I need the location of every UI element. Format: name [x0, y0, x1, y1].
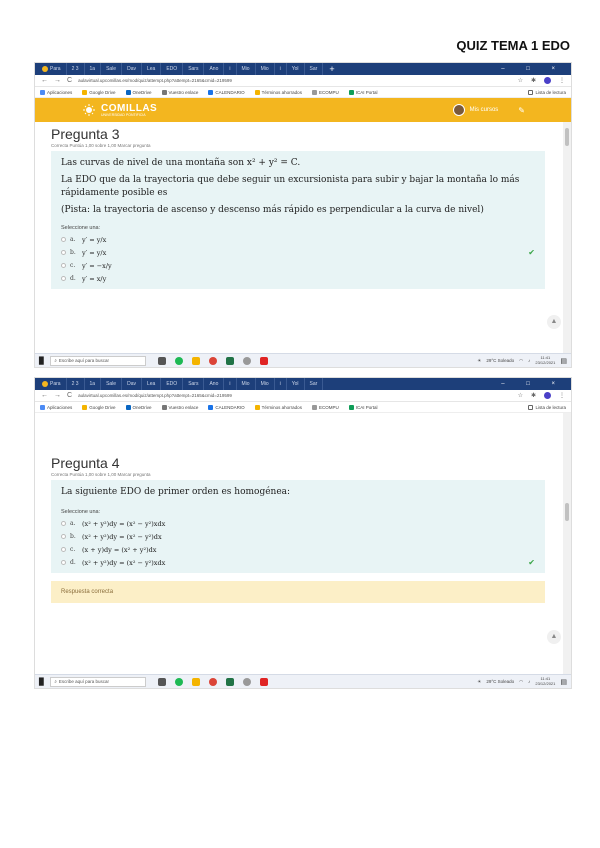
browser-tab[interactable]: 2 3	[67, 378, 85, 390]
answer-option-c[interactable]: c. y′ = −x/y	[61, 259, 535, 272]
link-icon	[162, 405, 167, 410]
bookmark-item[interactable]: ECOMPU	[312, 405, 339, 410]
reload-icon[interactable]: C	[67, 77, 73, 84]
question-meta: Correcta Puntúa 1,00 sobre 1,00 Marcar pregunta	[51, 143, 151, 148]
answer-option-d[interactable]: d. y′ = x/y	[61, 272, 535, 285]
bookmark-item[interactable]: OneDrive	[126, 90, 152, 95]
url-field[interactable]: aulavirtual.upcomillas.es/mod/quiz/attempt.php?attempt=2165&cmid=219599	[78, 393, 232, 398]
clock[interactable]: 11:41 23/12/2021	[535, 676, 556, 686]
settings-gear-icon[interactable]	[243, 678, 251, 686]
system-tray: ☀ 29°C Soleado ◠ ♪ 11:41 23/12/2021 ▤	[477, 355, 567, 365]
bookmark-item[interactable]: Google Drive	[82, 90, 115, 95]
select-one-label: Seleccione una:	[61, 509, 101, 515]
correct-check-icon: ✔	[528, 248, 535, 257]
forward-icon[interactable]: →	[54, 77, 61, 84]
question-box	[51, 480, 545, 573]
scroll-to-top-button[interactable]: ▲	[547, 630, 561, 644]
answer-option-d[interactable]: d. (x² + y²)dy = (x² − y²)xdx ✔	[61, 556, 535, 569]
browser-tab[interactable]: Yol	[287, 378, 305, 390]
notifications-icon[interactable]: ▤	[560, 357, 567, 365]
reading-list-icon	[528, 405, 533, 410]
link-icon	[162, 90, 167, 95]
bookmark-icon	[255, 90, 260, 95]
drive-icon	[82, 405, 87, 410]
volume-icon[interactable]: ♪	[528, 679, 531, 684]
forward-icon[interactable]: →	[54, 392, 61, 399]
browser-tab[interactable]: 1a	[85, 63, 102, 75]
browser-tab[interactable]: i	[275, 63, 287, 75]
url-field[interactable]: aulavirtual.upcomillas.es/mod/quiz/attempt.php?attempt=2165&cmid=219599	[78, 78, 232, 83]
browser-tab[interactable]: Sars	[183, 378, 204, 390]
moodle-header	[35, 98, 571, 122]
spotify-icon[interactable]	[175, 357, 183, 365]
bookmark-item[interactable]: Términos ahorrados	[255, 90, 302, 95]
browser-tab[interactable]: Ano	[204, 378, 224, 390]
window-controls[interactable]: – □ ×	[501, 381, 565, 387]
calendar-icon	[208, 90, 213, 95]
correct-check-icon: ✔	[528, 558, 535, 567]
apps-icon	[40, 405, 45, 410]
system-tray: ☀ 29°C Soleado ◠ ♪ 11:41 23/12/2021 ▤	[477, 676, 567, 686]
clock[interactable]: 11:41 23/12/2021	[535, 355, 556, 365]
drive-icon	[82, 90, 87, 95]
address-bar	[35, 75, 571, 87]
moodle-favicon-icon	[42, 381, 48, 387]
reload-icon[interactable]: C	[67, 392, 73, 399]
user-menu[interactable]: Mis cursos	[453, 104, 499, 116]
excel-icon[interactable]	[226, 357, 234, 365]
question-text: Las curvas de nivel de una montaña son x² + y² = C.	[61, 158, 301, 168]
browser-tab[interactable]: Para	[37, 63, 67, 75]
question-title: Pregunta 3	[51, 126, 120, 142]
notifications-icon[interactable]: ▤	[560, 678, 567, 686]
answer-option-c[interactable]: c. (x + y)dy = (x² + y²)dx	[61, 543, 535, 556]
spotify-icon[interactable]	[175, 678, 183, 686]
comillas-crest-icon	[81, 104, 97, 116]
address-bar	[35, 390, 571, 402]
file-explorer-icon[interactable]	[192, 678, 200, 686]
bookmark-item[interactable]: Google Drive	[82, 405, 115, 410]
wifi-icon[interactable]: ◠	[519, 357, 524, 363]
document-title: QUIZ TEMA 1 EDO	[456, 38, 570, 53]
browser-tab[interactable]: Mio	[237, 63, 256, 75]
bookmark-icon	[312, 90, 317, 95]
radio-button[interactable]	[61, 547, 66, 552]
browser-tab[interactable]: Sars	[183, 63, 204, 75]
browser-tab[interactable]: EDO	[161, 63, 183, 75]
chrome-icon[interactable]	[209, 678, 217, 686]
browser-tab[interactable]: Dav	[122, 378, 142, 390]
menu-icon[interactable]: ⋮	[559, 393, 565, 399]
browser-tab[interactable]: Para	[37, 378, 67, 390]
reading-list[interactable]: Lista de lectura	[528, 90, 566, 95]
excel-icon[interactable]	[226, 678, 234, 686]
browser-tab[interactable]: Lea	[142, 378, 161, 390]
profile-avatar-icon[interactable]	[544, 77, 551, 84]
question-title: Pregunta 4	[51, 455, 120, 471]
question-content	[35, 126, 571, 289]
reading-list[interactable]: Lista de lectura	[528, 405, 566, 410]
screenshot-question-3	[34, 62, 572, 368]
star-icon[interactable]: ☆	[517, 393, 523, 399]
bookmark-item[interactable]: CALENDARIO	[208, 405, 244, 410]
browser-tab[interactable]: Sale	[101, 63, 122, 75]
bookmark-item[interactable]: ICAI Portal	[349, 405, 378, 410]
browser-tab[interactable]: Mio	[256, 378, 275, 390]
back-icon[interactable]: ←	[41, 392, 48, 399]
edit-icon[interactable]: ✎	[518, 105, 525, 115]
radio-button[interactable]	[61, 521, 66, 526]
acrobat-icon[interactable]	[260, 357, 268, 365]
calendar-icon	[208, 405, 213, 410]
question-box	[51, 151, 545, 289]
browser-tab[interactable]: EDO	[161, 378, 183, 390]
bookmark-item[interactable]: CALENDARIO	[208, 90, 244, 95]
bookmark-item[interactable]: Términos ahorrados	[255, 405, 302, 410]
browser-tab[interactable]: Lea	[142, 63, 161, 75]
bookmark-item[interactable]: ICAI Portal	[349, 90, 378, 95]
onedrive-icon	[126, 405, 131, 410]
bookmark-item[interactable]: OneDrive	[126, 405, 152, 410]
search-icon: ⌕	[54, 358, 57, 363]
question-hint: (Pista: la trayectoria de ascenso y descenso más rápido es perpendicular a la curva de nivel)	[61, 205, 484, 215]
browser-tab[interactable]: Dav	[122, 63, 142, 75]
bookmark-icon	[255, 405, 260, 410]
bookmark-item[interactable]: Aplicaciones	[40, 405, 72, 410]
select-one-label: Seleccione una:	[61, 225, 101, 231]
windows-taskbar	[35, 674, 571, 688]
weather-icon[interactable]: ☀	[477, 678, 482, 684]
question-text: La EDO que da la trayectoria que debe seguir un excursionista para subir y bajar la montaña lo más rápidamente posible es	[61, 175, 520, 198]
radio-button[interactable]	[61, 237, 66, 242]
extensions-icon[interactable]: ✱	[530, 78, 536, 84]
windows-start-icon[interactable]: ▉	[39, 357, 45, 365]
bookmark-item[interactable]: Aplicaciones	[40, 90, 72, 95]
taskbar-search-input[interactable]: ⌕ Escribe aquí para buscar	[50, 356, 146, 366]
apps-icon	[40, 90, 45, 95]
profile-avatar-icon[interactable]	[544, 392, 551, 399]
question-content	[35, 413, 571, 603]
taskbar-search-input[interactable]: ⌕ Escribe aquí para buscar	[50, 677, 146, 687]
question-meta: Correcta Puntúa 1,00 sobre 1,00 Marcar pregunta	[51, 472, 151, 477]
scroll-to-top-button[interactable]: ▲	[547, 315, 561, 329]
feedback-correct: Respuesta correcta	[51, 581, 545, 603]
question-text: La siguiente EDO de primer orden es homogénea:	[61, 487, 291, 497]
answer-option-b[interactable]: b. (x² + y²)dy = (x² − y²)dx	[61, 530, 535, 543]
screenshot-question-4	[34, 377, 572, 689]
browser-tab[interactable]: 2 3	[67, 63, 85, 75]
windows-start-icon[interactable]: ▉	[39, 678, 45, 686]
globe-icon	[349, 405, 354, 410]
windows-taskbar	[35, 353, 571, 367]
task-view-icon[interactable]	[158, 678, 166, 686]
reading-list-icon	[528, 90, 533, 95]
volume-icon[interactable]: ♪	[528, 358, 531, 363]
settings-gear-icon[interactable]	[243, 357, 251, 365]
weather-icon[interactable]: ☀	[477, 357, 482, 363]
answer-option-b[interactable]: b. y′ = y/x ✔	[61, 246, 535, 259]
new-tab-button[interactable]: +	[329, 64, 335, 74]
browser-tab[interactable]: Sar	[305, 378, 324, 390]
browser-tab[interactable]: Ano	[204, 63, 224, 75]
avatar	[453, 104, 465, 116]
bookmark-item[interactable]: Vuestro enlace	[162, 405, 199, 410]
bookmarks-bar	[35, 87, 571, 98]
browser-tab[interactable]: Mio	[237, 378, 256, 390]
browser-tab[interactable]: Sar	[305, 63, 324, 75]
radio-button[interactable]	[61, 250, 66, 255]
browser-tab[interactable]: Mio	[256, 63, 275, 75]
file-explorer-icon[interactable]	[192, 357, 200, 365]
wifi-icon[interactable]: ◠	[519, 678, 524, 684]
browser-tab[interactable]: i	[224, 63, 236, 75]
browser-tab-bar	[35, 63, 571, 75]
globe-icon	[349, 90, 354, 95]
answer-option-a[interactable]: a. y′ = y/x	[61, 233, 535, 246]
radio-button[interactable]	[61, 560, 66, 565]
browser-tab-bar	[35, 378, 571, 390]
search-icon: ⌕	[54, 679, 57, 684]
window-controls[interactable]: – □ ×	[501, 66, 565, 72]
browser-tab[interactable]: 1a	[85, 378, 102, 390]
radio-button[interactable]	[61, 534, 66, 539]
task-view-icon[interactable]	[158, 357, 166, 365]
bookmark-item[interactable]: Vuestro enlace	[162, 90, 199, 95]
bookmark-item[interactable]: ECOMPU	[312, 90, 339, 95]
extensions-icon[interactable]: ✱	[530, 393, 536, 399]
radio-button[interactable]	[61, 263, 66, 268]
radio-button[interactable]	[61, 276, 66, 281]
comillas-logo[interactable]: COMILLAS UNIVERSIDAD PONTIFICIA	[81, 104, 157, 117]
star-icon[interactable]: ☆	[517, 78, 523, 84]
browser-tab[interactable]: i	[275, 378, 287, 390]
browser-tab[interactable]: Sale	[101, 378, 122, 390]
browser-tab[interactable]: Yol	[287, 63, 305, 75]
bookmark-icon	[312, 405, 317, 410]
answer-option-a[interactable]: a. (x² + y²)dy = (x² − y²)xdx	[61, 517, 535, 530]
acrobat-icon[interactable]	[260, 678, 268, 686]
moodle-favicon-icon	[42, 66, 48, 72]
browser-tab[interactable]: i	[224, 378, 236, 390]
bookmarks-bar	[35, 402, 571, 413]
onedrive-icon	[126, 90, 131, 95]
back-icon[interactable]: ←	[41, 77, 48, 84]
chrome-icon[interactable]	[209, 357, 217, 365]
menu-icon[interactable]: ⋮	[559, 78, 565, 84]
